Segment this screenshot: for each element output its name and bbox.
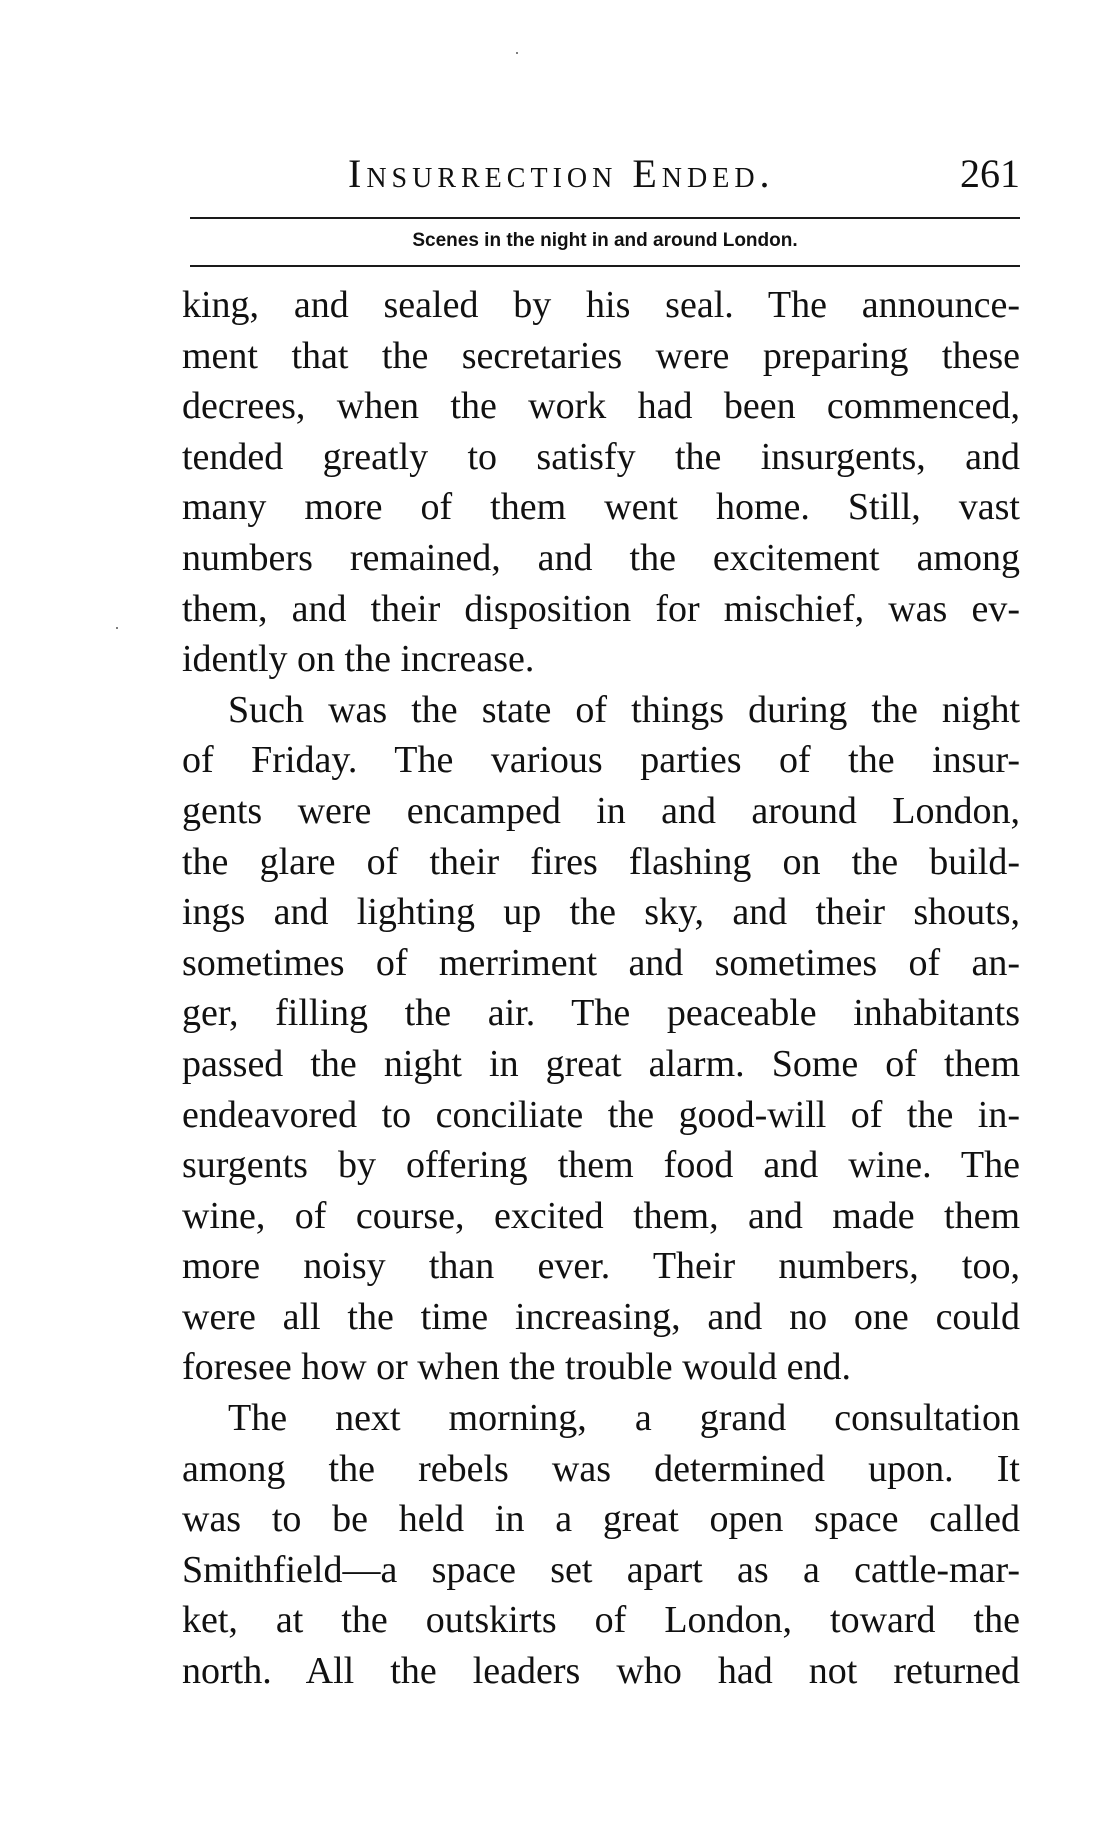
text-line: passed the night in great alarm. Some of them (182, 1042, 1020, 1085)
running-head (188, 150, 1020, 210)
header-rule-top (190, 217, 1020, 219)
text-line: idently on the increase. (182, 638, 535, 681)
text-line: tended greatly to satisfy the insurgents, and (182, 435, 1020, 478)
text-line: among the rebels was determined upon. It (182, 1447, 1020, 1490)
text-line: endeavored to conciliate the good-will of the in- (182, 1093, 1020, 1136)
text-line: ket, at the outskirts of London, toward the (182, 1599, 1020, 1642)
text-line: Smithfield—a space set apart as a cattle-mar- (182, 1548, 1020, 1591)
text-line: of Friday. The various parties of the insur- (182, 739, 1020, 782)
text-line: foresee how or when the trouble would end. (182, 1346, 852, 1389)
header-rule-bottom (190, 265, 1020, 267)
paper-speck (116, 627, 118, 629)
text-line: north. All the leaders who had not returned (182, 1650, 1020, 1693)
text-line: more noisy than ever. Their numbers, too, (182, 1245, 1020, 1288)
text-line: Such was the state of things during the night (228, 688, 1020, 731)
text-line: The next morning, a grand consultation (228, 1397, 1020, 1440)
text-line: sometimes of merriment and sometimes of an- (182, 941, 1020, 984)
text-line: decrees, when the work had been commenced, (182, 385, 1020, 428)
page-number: 261 (960, 151, 1020, 196)
text-line: wine, of course, excited them, and made them (182, 1194, 1020, 1237)
text-line: ger, filling the air. The peaceable inhabitants (182, 992, 1020, 1035)
running-title: Insurrection Ended. (348, 151, 775, 196)
text-line: ment that the secretaries were preparing these (182, 334, 1020, 377)
paper-speck (516, 52, 518, 54)
text-line: them, and their disposition for mischief, was ev- (182, 587, 1020, 630)
text-line: king, and sealed by his seal. The announce- (182, 284, 1020, 326)
text-line: surgents by offering them food and wine. The (182, 1144, 1020, 1187)
text-line: was to be held in a great open space called (182, 1498, 1020, 1541)
text-line: ings and lighting up the sky, and their shouts, (182, 891, 1020, 934)
text-line: many more of them went home. Still, vast (182, 486, 1020, 529)
text-line: were all the time increasing, and no one could (182, 1295, 1020, 1338)
section-subtitle: Scenes in the night in and around London. (412, 230, 798, 251)
body-text (182, 280, 1020, 1697)
text-line: the glare of their fires flashing on the build- (182, 840, 1020, 883)
text-line: numbers remained, and the excitement among (182, 536, 1020, 579)
text-line: gents were encamped in and around London, (182, 789, 1020, 832)
